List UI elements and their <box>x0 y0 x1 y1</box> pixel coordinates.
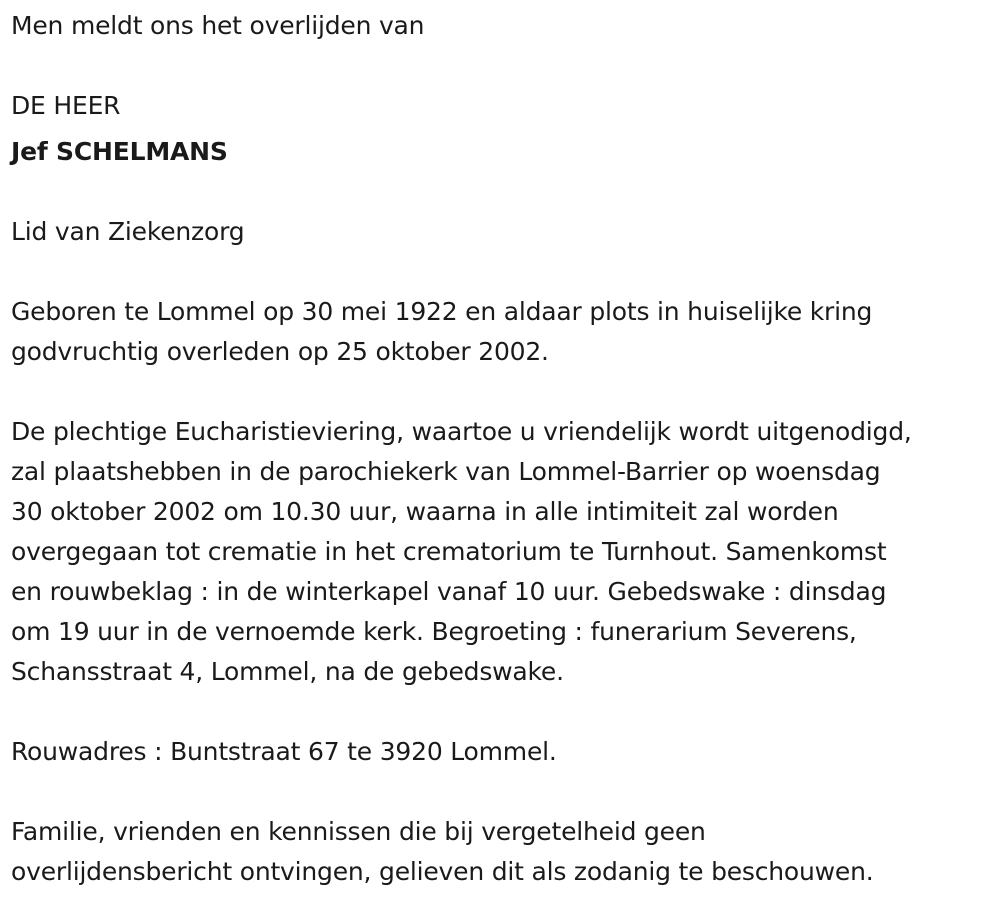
paragraph-line: om 19 uur in de vernoemde kerk. Begroeting : funerarium Severens, <box>11 617 857 646</box>
intro-line: Men meldt ons het overlijden van <box>11 11 425 40</box>
spacer <box>11 172 996 212</box>
spacer <box>11 372 996 412</box>
paragraph-line: 30 oktober 2002 om 10.30 uur, waarna in alle intimiteit zal worden <box>11 497 839 526</box>
closing-paragraph <box>11 812 996 892</box>
paragraph-line: Familie, vrienden en kennissen die bij vergetelheid geen <box>11 817 706 846</box>
paragraph-line: en rouwbeklag : in de winterkapel vanaf 10 uur. Gebedswake : dinsdag <box>11 577 887 606</box>
birth-death-paragraph <box>11 292 996 372</box>
paragraph-line: De plechtige Eucharistieviering, waartoe u vriendelijk wordt uitgenodigd, <box>11 417 912 446</box>
death-notice <box>11 0 996 892</box>
paragraph-line: zal plaatshebben in de parochiekerk van Lommel-Barrier op woensdag <box>11 457 881 486</box>
mourning-address: Rouwadres : Buntstraat 67 te 3920 Lommel. <box>11 737 557 766</box>
paragraph-line: overgegaan tot crematie in het crematorium te Turnhout. Samenkomst <box>11 537 887 566</box>
paragraph-line: Schansstraat 4, Lommel, na de gebedswake. <box>11 657 564 686</box>
paragraph-line: Geboren te Lommel op 30 mei 1922 en aldaar plots in huiselijke kring <box>11 297 873 326</box>
deceased-name: Jef SCHELMANS <box>11 137 228 166</box>
spacer <box>11 46 996 86</box>
paragraph-line: overlijdensbericht ontvingen, gelieven dit als zodanig te beschouwen. <box>11 857 874 886</box>
membership: Lid van Ziekenzorg <box>11 217 245 246</box>
paragraph-line: godvruchtig overleden op 25 oktober 2002. <box>11 337 549 366</box>
salutation: DE HEER <box>11 91 121 120</box>
spacer <box>11 252 996 292</box>
spacer <box>11 772 996 812</box>
ceremony-paragraph <box>11 412 996 692</box>
spacer <box>11 692 996 732</box>
